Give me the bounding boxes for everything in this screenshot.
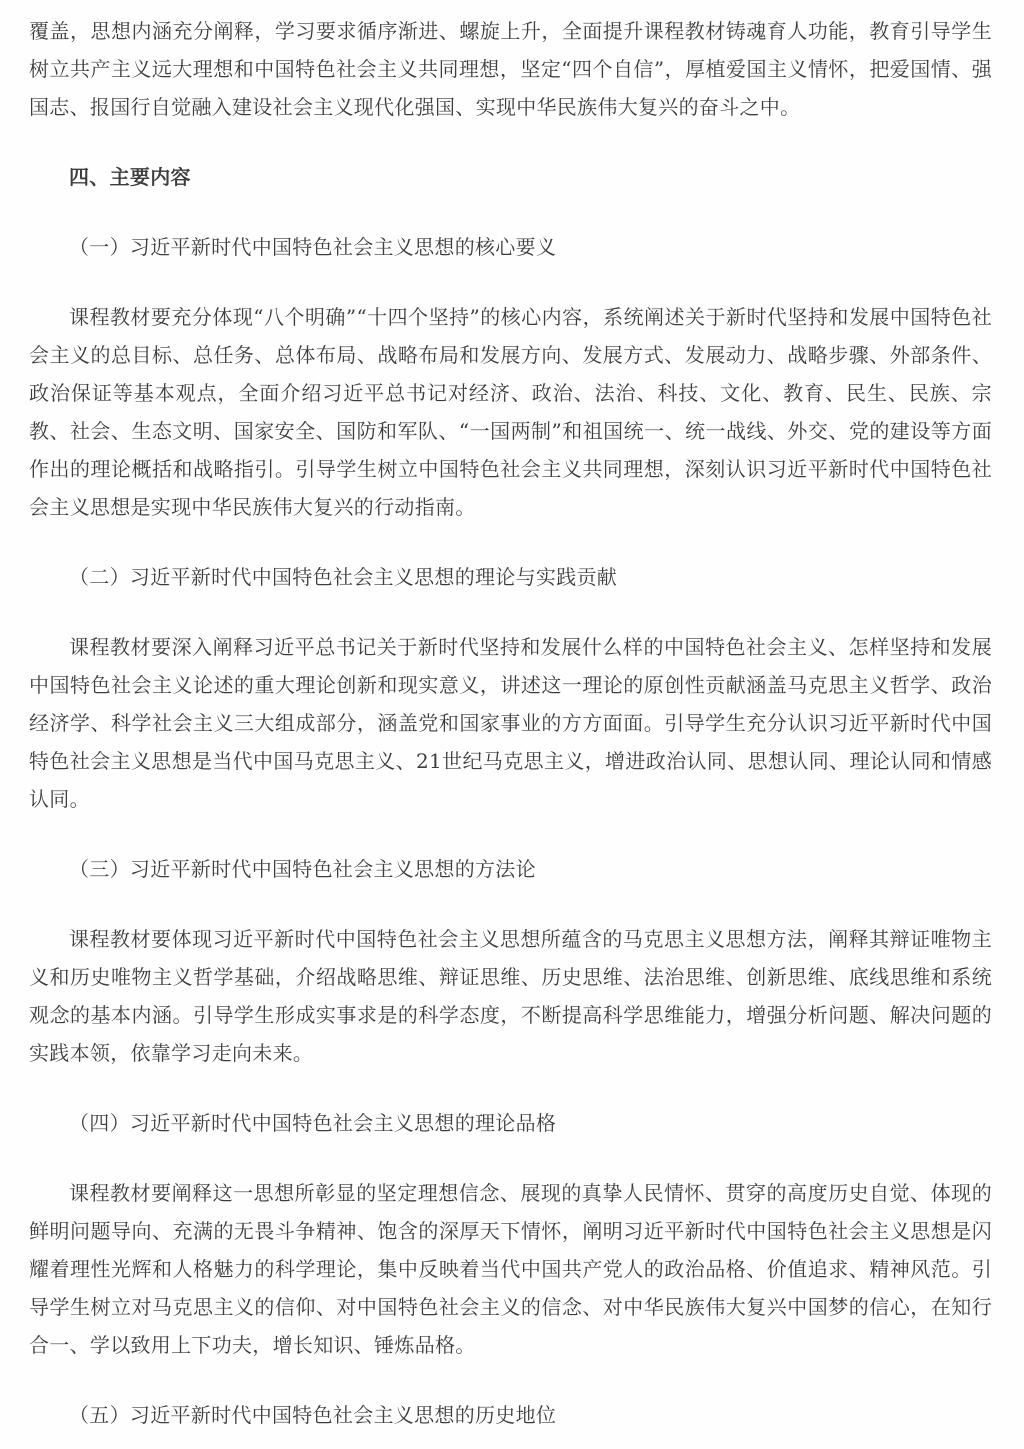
subsection-3-heading: （三）习近平新时代中国特色社会主义思想的方法论 xyxy=(69,857,536,881)
main-section-heading: 四、主要内容 xyxy=(69,165,191,189)
subsection-2-heading: （二）习近平新时代中国特色社会主义思想的理论与实践贡献 xyxy=(69,565,618,589)
continued-paragraph: 覆盖，思想内涵充分阐释，学习要求循序渐进、螺旋上升，全面提升课程教材铸魂育人功能，教育引导学生树立共产主义远大理想和中国特色社会主义共同理想，坚定“四个自信”，厚植爱国主义情怀，把爱国情、强国志、报国行自觉融入建设社会主义现代化强国、实现中华民族伟大复兴的奋斗之中。 xyxy=(29,19,992,119)
subsection-4-heading: （四）习近平新时代中国特色社会主义思想的理论品格 xyxy=(69,1111,557,1135)
subsection-2-body: 课程教材要深入阐释习近平总书记关于新时代坚持和发展什么样的中国特色社会主义、怎样坚持和发展中国特色社会主义论述的重大理论创新和现实意义，讲述这一理论的原创性贡献涵盖马克思主义哲学、政治经济学、科学社会主义三大组成部分，涵盖党和国家事业的方方面面。引导学生充分认识习近平新时代中国特色社会主义思想是当代中国马克思主义、21世纪马克思主义，增进政治认同、思想认同、理论认同和情感认同。 xyxy=(29,635,992,811)
subsection-1-heading: （一）习近平新时代中国特色社会主义思想的核心要义 xyxy=(69,235,557,259)
subsection-1-body: 课程教材要充分体现“八个明确”“十四个坚持”的核心内容，系统阐述关于新时代坚持和发展中国特色社会主义的总目标、总任务、总体布局、战略布局和发展方向、发展方式、发展动力、战略步骤、外部条件、政治保证等基本观点，全面介绍习近平总书记对经济、政治、法治、科技、文化、教育、民生、民族、宗教、社会、生态文明、国家安全、国防和军队、“一国两制”和祖国统一、统一战线、外交、党的建设等方面作出的理论概括和战略指引。引导学生树立中国特色社会主义共同理想，深刻认识习近平新时代中国特色社会主义思想是实现中华民族伟大复兴的行动指南。 xyxy=(29,305,992,519)
subsection-3-body: 课程教材要体现习近平新时代中国特色社会主义思想所蕴含的马克思主义思想方法，阐释其辩证唯物主义和历史唯物主义哲学基础，介绍战略思维、辩证思维、历史思维、法治思维、创新思维、底线思维和系统观念的基本内涵。引导学生形成实事求是的科学态度，不断提高科学思维能力，增强分析问题、解决问题的实践本领，依靠学习走向未来。 xyxy=(29,927,992,1065)
subsection-5-heading: （五）习近平新时代中国特色社会主义思想的历史地位 xyxy=(69,1403,557,1427)
subsection-4-body: 课程教材要阐释这一思想所彰显的坚定理想信念、展现的真挚人民情怀、贯穿的高度历史自觉、体现的鲜明问题导向、充满的无畏斗争精神、饱含的深厚天下情怀，阐明习近平新时代中国特色社会主义思想是闪耀着理性光辉和人格魅力的科学理论，集中反映着当代中国共产党人的政治品格、价值追求、精神风范。引导学生树立对马克思主义的信仰、对中国特色社会主义的信念、对中华民族伟大复兴中国梦的信心，在知行合一、学以致用上下功夫，增长知识、锤炼品格。 xyxy=(29,1181,992,1357)
